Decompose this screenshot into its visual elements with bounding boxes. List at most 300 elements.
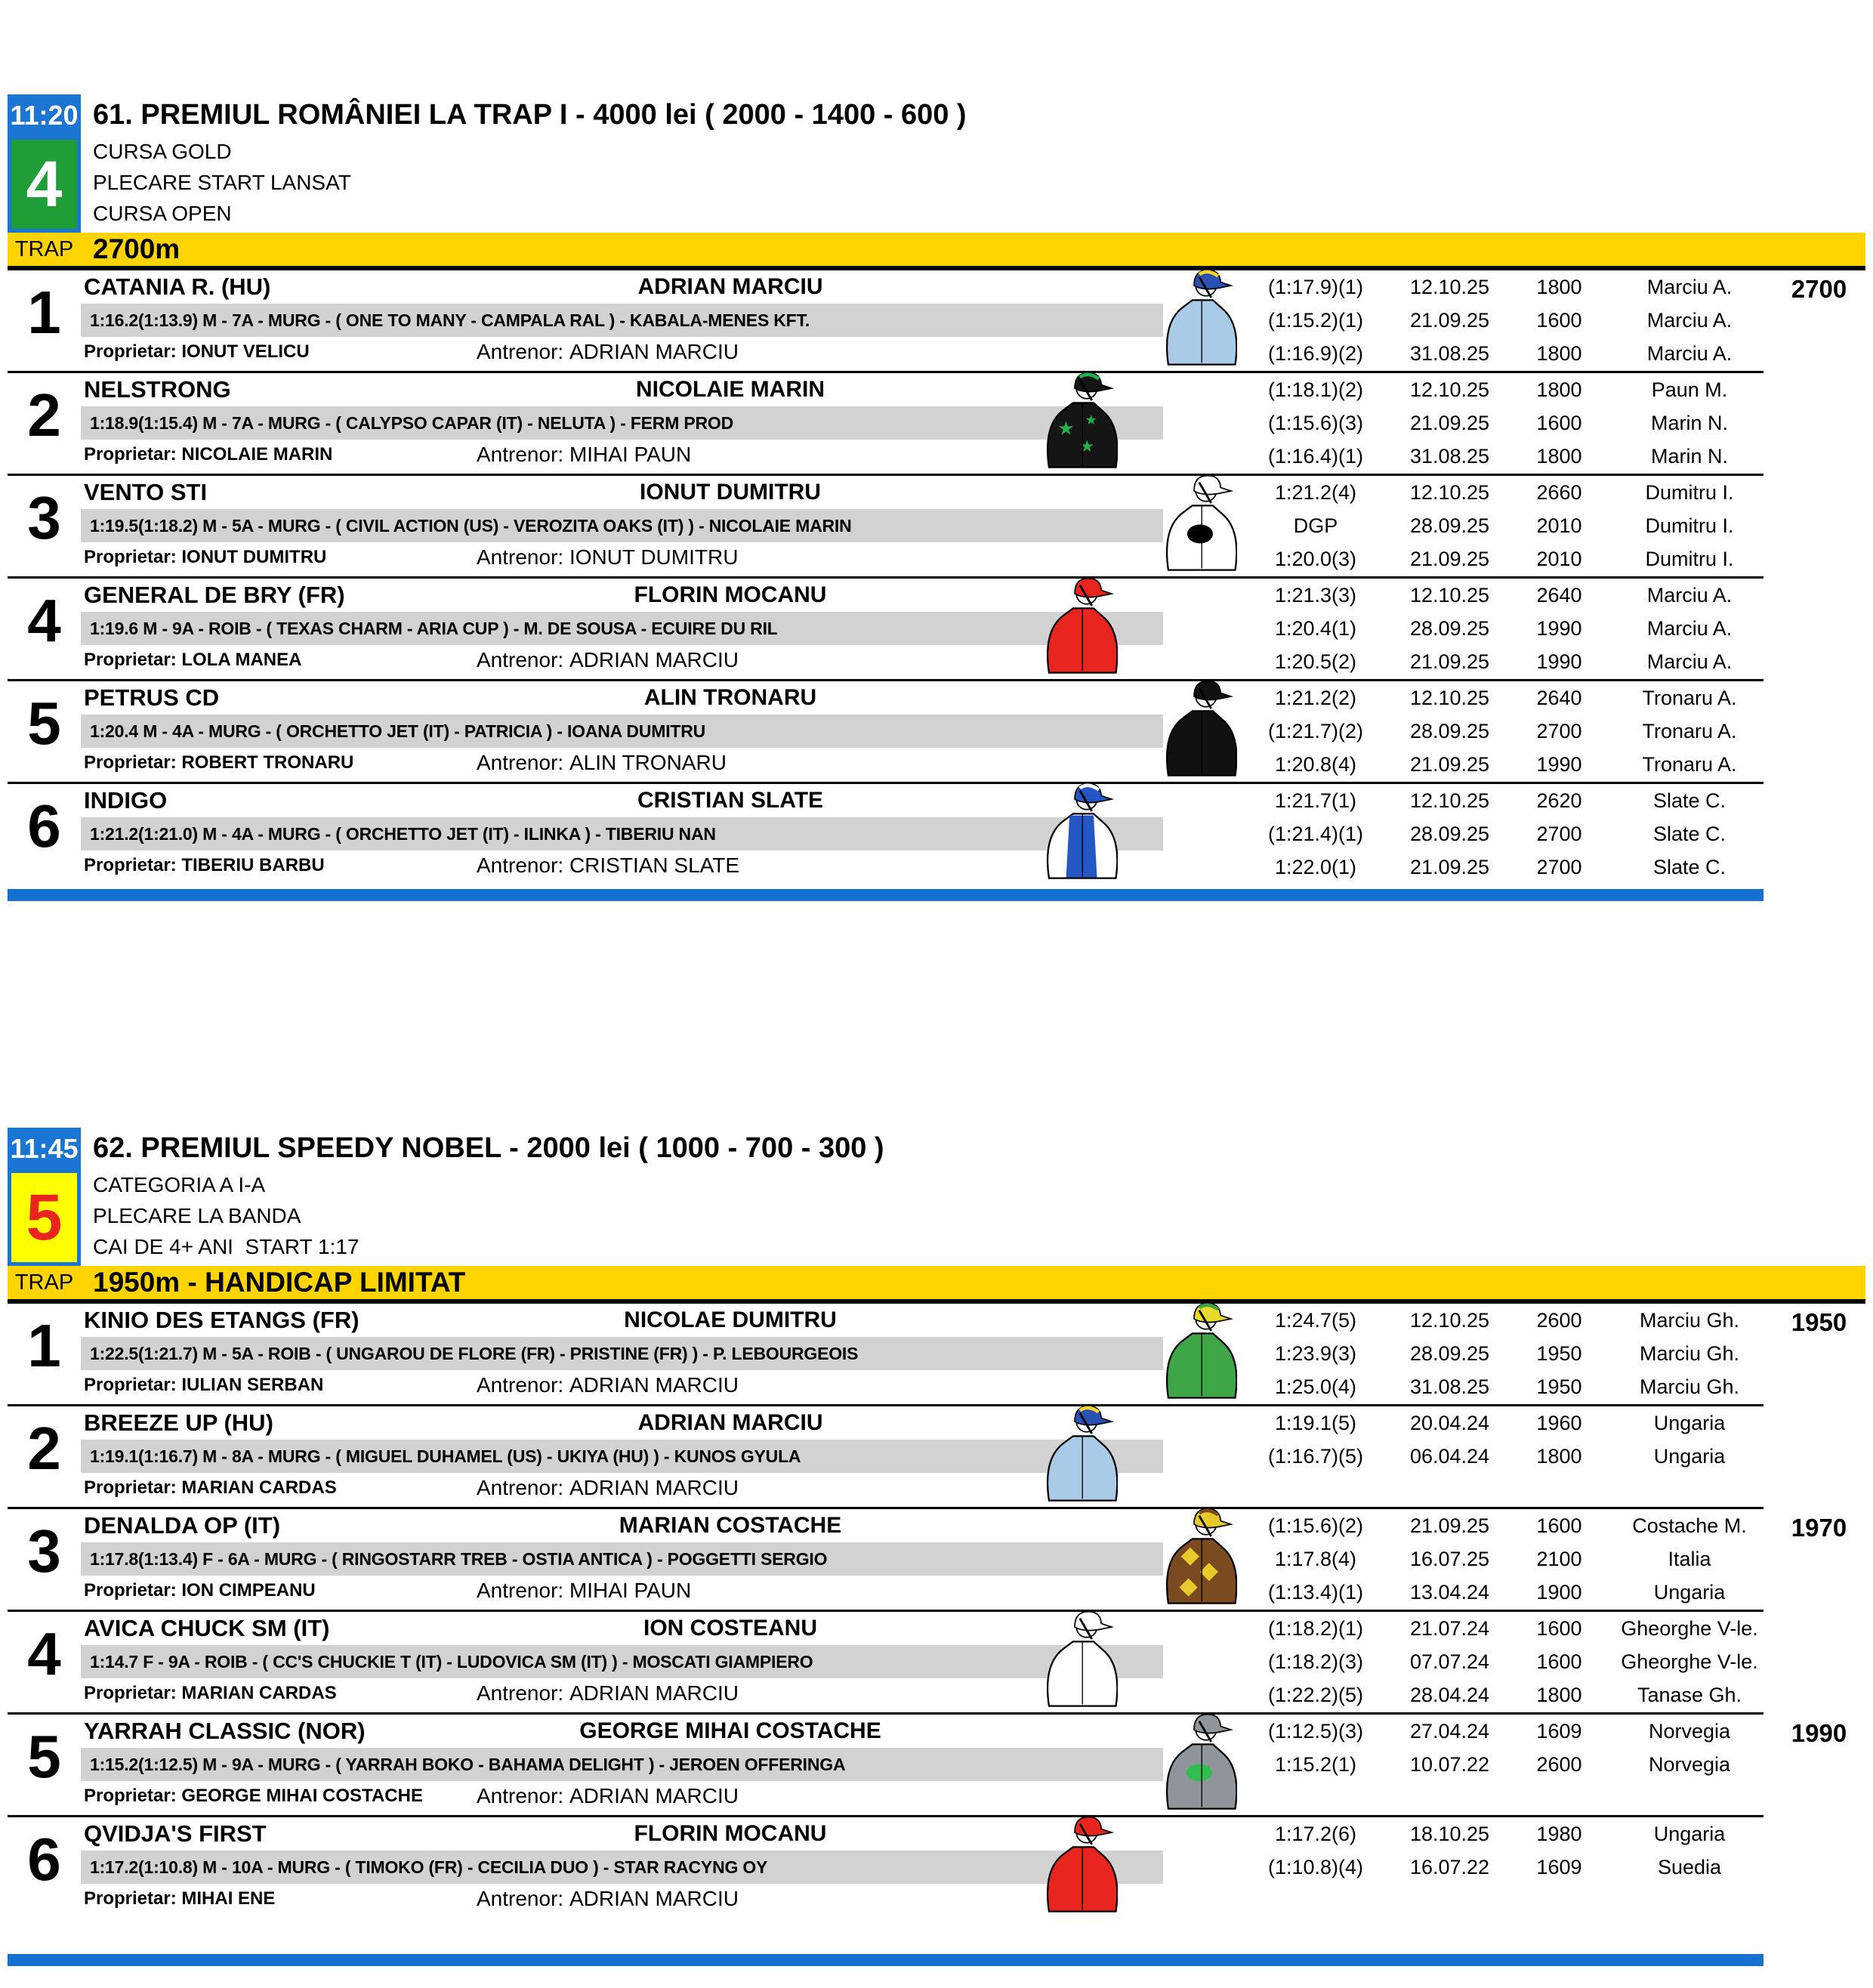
horse-record-pedigree: 1:17.2(1:10.8) M - 10A - MURG - ( TIMOKO (FR) - CECILIA DUO ) - STAR RACYNG OY <box>81 1851 1163 1884</box>
trainer-value: ADRIAN MARCIU <box>569 340 739 363</box>
result-time: 1:21.2(4) <box>1274 480 1357 504</box>
race-badges <box>8 1128 81 1266</box>
trainer-text <box>477 1373 739 1397</box>
race-condition: CURSA GOLD <box>93 139 232 163</box>
trainer-label: Antrenor: <box>477 1373 564 1397</box>
result-date: 21.09.25 <box>1409 1514 1490 1537</box>
horse-record-pedigree: 1:16.2(1:13.9) M - 7A - MURG - ( ONE TO MANY - CAMPALA RAL ) - KABALA-MENES KFT. <box>81 304 1163 337</box>
horse-number: 1 <box>27 1312 61 1379</box>
result-time: (1:15.6)(2) <box>1267 1514 1364 1537</box>
owner-text <box>84 855 325 876</box>
result-line <box>1244 1542 1773 1576</box>
owner-text <box>84 1375 323 1396</box>
race-section-5 <box>8 1128 1865 1966</box>
horse-name-line <box>81 1304 1104 1337</box>
owner-label: Proprietar: <box>84 1580 177 1601</box>
trainer-value: ADRIAN MARCIU <box>569 1373 739 1397</box>
horse-name: VENTO STI <box>84 479 208 505</box>
result-driver: Gheorghe V-le. <box>1621 1616 1758 1640</box>
owner-value: ION CIMPEANU <box>181 1580 316 1601</box>
owner-trainer-line <box>81 748 1104 778</box>
result-distance: 2100 <box>1536 1547 1582 1570</box>
result-distance: 1800 <box>1536 1683 1582 1706</box>
result-line <box>1244 1678 1773 1712</box>
result-line <box>1244 337 1773 370</box>
owner-value: ROBERT TRONARU <box>181 752 354 773</box>
owner-text <box>84 1786 423 1807</box>
horse-name-line <box>81 1406 1104 1440</box>
owner-text <box>84 1580 316 1601</box>
result-time: 1:22.0(1) <box>1274 855 1357 878</box>
result-distance: 1609 <box>1536 1855 1582 1878</box>
driver-name: ADRIAN MARCIU <box>637 1410 823 1435</box>
result-date: 31.08.25 <box>1409 341 1490 365</box>
result-line <box>1244 270 1773 304</box>
owner-label: Proprietar: <box>84 1477 177 1498</box>
driver-name: ADRIAN MARCIU <box>637 274 823 299</box>
trainer-label: Antrenor: <box>477 1579 564 1602</box>
driver-name: ALIN TRONARU <box>643 685 817 710</box>
result-date: 28.04.24 <box>1409 1683 1490 1706</box>
horse-row <box>8 476 1865 576</box>
horse-name: NELSTRONG <box>84 376 231 403</box>
trainer-text <box>477 1476 739 1500</box>
result-line <box>1244 817 1773 850</box>
result-date: 28.09.25 <box>1409 719 1490 742</box>
race-time-badge: 11:20 <box>8 94 81 136</box>
result-time: (1:16.7)(5) <box>1267 1444 1364 1468</box>
result-driver: Norvegia <box>1648 1719 1731 1743</box>
result-driver: Dumitru I. <box>1645 514 1734 537</box>
result-time: (1:10.8)(4) <box>1267 1855 1364 1878</box>
result-date: 12.10.25 <box>1409 686 1490 709</box>
horse-row <box>8 1304 1865 1404</box>
trainer-value: ALIN TRONARU <box>569 751 727 774</box>
result-distance: 2660 <box>1536 480 1582 504</box>
owner-label: Proprietar: <box>84 752 177 773</box>
result-driver: Italia <box>1668 1547 1711 1570</box>
result-distance: 1600 <box>1536 1650 1582 1673</box>
result-date: 21.09.25 <box>1409 650 1490 673</box>
result-distance: 1960 <box>1536 1411 1582 1434</box>
result-time: (1:15.2)(1) <box>1267 308 1364 332</box>
horse-name: GENERAL DE BRY (FR) <box>84 582 345 608</box>
result-time: (1:18.2)(1) <box>1267 1616 1364 1640</box>
trainer-text <box>477 1784 739 1808</box>
driver-name: GEORGE MIHAI COSTACHE <box>579 1718 881 1743</box>
race-badges <box>8 94 81 233</box>
result-date: 21.09.25 <box>1409 855 1490 878</box>
horse-number: 5 <box>27 1723 61 1790</box>
result-line <box>1244 1645 1773 1678</box>
result-date: 12.10.25 <box>1409 275 1490 298</box>
result-time: 1:19.1(5) <box>1274 1411 1357 1434</box>
result-line <box>1244 1612 1773 1645</box>
horse-record-pedigree: 1:19.1(1:16.7) M - 8A - MURG - ( MIGUEL DUHAMEL (US) - UKIYA (HU) ) - KUNOS GYULA <box>81 1440 1163 1473</box>
result-date: 18.10.25 <box>1409 1822 1490 1845</box>
result-driver: Marciu A. <box>1646 583 1733 607</box>
trainer-label: Antrenor: <box>477 1887 564 1910</box>
result-driver: Marciu Gh. <box>1639 1341 1740 1365</box>
result-time: (1:21.7)(2) <box>1267 719 1364 742</box>
horse-record-pedigree: 1:17.8(1:13.4) F - 6A - MURG - ( RINGOSTARR TREB - OSTIA ANTICA ) - POGGETTI SERGIO <box>81 1542 1163 1576</box>
recent-results <box>1244 1304 1773 1404</box>
horse-row <box>8 1715 1865 1815</box>
horse-record-pedigree: 1:19.5(1:18.2) M - 5A - MURG - ( CIVIL ACTION (US) - VEROZITA OAKS (IT) ) - NICOLAIE MARIN <box>81 509 1163 542</box>
owner-text <box>84 1683 337 1704</box>
horse-row <box>8 270 1865 371</box>
result-driver: Gheorghe V-le. <box>1621 1650 1758 1673</box>
result-line <box>1244 1440 1773 1473</box>
result-date: 12.10.25 <box>1409 583 1490 607</box>
result-time: (1:18.1)(2) <box>1267 378 1364 401</box>
trainer-label: Antrenor: <box>477 854 564 877</box>
result-distance: 2620 <box>1536 789 1582 812</box>
horse-main-info <box>81 270 1104 371</box>
result-date: 12.10.25 <box>1409 789 1490 812</box>
result-driver: Ungaria <box>1653 1580 1726 1604</box>
start-distance: 2700 <box>1791 275 1847 303</box>
trainer-label: Antrenor: <box>477 1784 564 1807</box>
jockey-silk-icon <box>1151 465 1237 573</box>
race-section-4 <box>8 94 1865 901</box>
driver-name: IONUT DUMITRU <box>640 480 821 505</box>
horse-main-info <box>81 476 1104 576</box>
horse-name-line <box>81 1715 1104 1748</box>
result-date: 28.09.25 <box>1409 514 1490 537</box>
result-date: 31.08.25 <box>1409 444 1490 468</box>
trainer-text <box>477 854 739 878</box>
horse-name-line <box>81 681 1104 715</box>
race-end-bar <box>8 889 1763 901</box>
result-line <box>1244 748 1773 781</box>
svg-text:★: ★ <box>1079 437 1095 456</box>
result-time: (1:13.4)(1) <box>1267 1580 1364 1604</box>
result-driver: Tanase Gh. <box>1637 1683 1742 1706</box>
recent-results <box>1244 270 1773 371</box>
owner-label: Proprietar: <box>84 1375 177 1395</box>
result-time: 1:21.2(2) <box>1274 686 1357 709</box>
horse-main-info <box>81 1612 1104 1712</box>
horse-name: CATANIA R. (HU) <box>84 273 271 300</box>
race-end-bar <box>8 1954 1763 1966</box>
result-driver: Tronaru A. <box>1642 752 1737 776</box>
trainer-text <box>477 648 739 672</box>
jockey-silk-icon <box>1032 773 1118 881</box>
result-driver: Marciu A. <box>1646 275 1733 298</box>
result-time: 1:23.9(3) <box>1274 1341 1357 1365</box>
result-driver: Marciu A. <box>1646 650 1733 673</box>
result-line <box>1244 579 1773 612</box>
horse-name-line <box>81 373 1104 406</box>
horse-row <box>8 784 1865 884</box>
race-time-badge: 11:45 <box>8 1128 81 1169</box>
race-info <box>93 94 1865 233</box>
owner-label: Proprietar: <box>84 444 177 465</box>
result-distance: 1950 <box>1536 1375 1582 1398</box>
result-line <box>1244 304 1773 337</box>
result-line <box>1244 1406 1773 1440</box>
jockey-silk-icon <box>1151 671 1237 778</box>
horse-number: 6 <box>27 1826 61 1893</box>
result-time: 1:20.5(2) <box>1274 650 1357 673</box>
horse-name: YARRAH CLASSIC (NOR) <box>84 1718 366 1744</box>
recent-results <box>1244 1612 1773 1712</box>
race-title: 61. PREMIUL ROMÂNIEI LA TRAP I - 4000 lei ( 2000 - 1400 - 600 ) <box>93 99 967 131</box>
recent-results <box>1244 681 1773 782</box>
race-condition: PLECARE LA BANDA <box>93 1203 301 1227</box>
result-driver: Suedia <box>1657 1855 1722 1878</box>
result-time: 1:25.0(4) <box>1274 1375 1357 1398</box>
result-distance: 1600 <box>1536 411 1582 434</box>
start-distance: 1990 <box>1791 1719 1847 1747</box>
driver-name: NICOLAIE MARIN <box>636 377 825 402</box>
driver-name: MARIAN COSTACHE <box>619 1513 842 1538</box>
driver-name: ION COSTEANU <box>643 1616 817 1641</box>
trainer-label: Antrenor: <box>477 1476 564 1499</box>
result-driver: Ungaria <box>1653 1444 1726 1468</box>
result-time: 1:17.8(4) <box>1274 1547 1357 1570</box>
result-distance: 1950 <box>1536 1341 1582 1365</box>
result-date: 21.09.25 <box>1409 547 1490 570</box>
result-date: 28.09.25 <box>1409 822 1490 845</box>
jockey-silk-icon <box>1032 1601 1118 1709</box>
result-date: 16.07.25 <box>1409 1547 1490 1570</box>
trainer-text <box>477 1579 691 1603</box>
horse-main-info <box>81 579 1104 679</box>
result-time: 1:20.4(1) <box>1274 616 1357 640</box>
result-driver: Marciu Gh. <box>1639 1375 1740 1398</box>
recent-results <box>1244 784 1773 884</box>
horse-number: 3 <box>27 1517 61 1585</box>
result-time: 1:20.0(3) <box>1274 547 1357 570</box>
result-line <box>1244 1576 1773 1609</box>
horse-name: AVICA CHUCK SM (IT) <box>84 1615 330 1641</box>
result-driver: Costache M. <box>1632 1514 1747 1537</box>
result-driver: Paun M. <box>1651 378 1728 401</box>
trainer-value: ADRIAN MARCIU <box>569 648 739 671</box>
owner-trainer-line <box>81 337 1104 367</box>
trainer-value: IONUT DUMITRU <box>569 545 739 569</box>
result-driver: Tronaru A. <box>1642 719 1737 742</box>
result-time: (1:22.2)(5) <box>1267 1683 1364 1706</box>
trainer-label: Antrenor: <box>477 545 564 569</box>
owner-value: GEORGE MIHAI COSTACHE <box>181 1786 423 1806</box>
owner-trainer-line <box>81 1473 1104 1503</box>
owner-label: Proprietar: <box>84 341 177 362</box>
trainer-value: ADRIAN MARCIU <box>569 1784 739 1807</box>
result-line <box>1244 1337 1773 1370</box>
result-distance: 1600 <box>1536 1616 1582 1640</box>
recent-results <box>1244 373 1773 474</box>
horse-record-pedigree: 1:21.2(1:21.0) M - 4A - MURG - ( ORCHETTO JET (IT) - ILINKA ) - TIBERIU NAN <box>81 817 1163 850</box>
result-distance: 2640 <box>1536 686 1582 709</box>
horse-name-line <box>81 1509 1104 1542</box>
owner-label: Proprietar: <box>84 547 177 567</box>
result-line <box>1244 1304 1773 1337</box>
result-distance: 2700 <box>1536 719 1582 742</box>
trainer-value: ADRIAN MARCIU <box>569 1476 739 1499</box>
owner-value: MARIAN CARDAS <box>181 1683 337 1703</box>
owner-text <box>84 341 310 363</box>
trainer-label: Antrenor: <box>477 751 564 774</box>
result-distance: 1800 <box>1536 341 1582 365</box>
result-line <box>1244 784 1773 817</box>
owner-value: MARIAN CARDAS <box>181 1477 337 1498</box>
owner-text <box>84 650 301 671</box>
owner-value: TIBERIU BARBU <box>181 855 325 875</box>
result-driver: Slate C. <box>1652 855 1726 878</box>
result-distance: 1800 <box>1536 275 1582 298</box>
result-distance: 1990 <box>1536 616 1582 640</box>
owner-trainer-line <box>81 645 1104 675</box>
trainer-value: MIHAI PAUN <box>569 1579 692 1602</box>
result-time: (1:21.4)(1) <box>1267 822 1364 845</box>
driver-name: FLORIN MOCANU <box>634 1821 827 1846</box>
horse-name-line <box>81 579 1104 612</box>
horse-name: DENALDA OP (IT) <box>84 1512 281 1539</box>
driver-name: CRISTIAN SLATE <box>637 788 824 813</box>
result-time: (1:17.9)(1) <box>1267 275 1364 298</box>
race-header <box>8 1128 1865 1266</box>
result-driver: Marciu Gh. <box>1639 1308 1740 1332</box>
race-condition: CAI DE 4+ ANI START 1:17 <box>93 1234 359 1258</box>
horse-record-pedigree: 1:14.7 F - 9A - ROIB - ( CC'S CHUCKIE T (IT) - LUDOVICA SM (IT) ) - MOSCATI GIAMPIERO <box>81 1645 1163 1678</box>
owner-text <box>84 752 353 773</box>
owner-text <box>84 1888 275 1909</box>
jockey-silk-icon <box>1032 1807 1118 1914</box>
result-time: (1:15.6)(3) <box>1267 411 1364 434</box>
horse-name: INDIGO <box>84 787 168 813</box>
trainer-value: MIHAI PAUN <box>569 443 692 466</box>
result-time: 1:21.7(1) <box>1274 789 1357 812</box>
result-time: 1:21.3(3) <box>1274 583 1357 607</box>
start-distance <box>1773 1612 1865 1712</box>
owner-text <box>84 1477 337 1499</box>
race-condition: CURSA OPEN <box>93 201 232 225</box>
horse-row <box>8 1509 1865 1610</box>
result-date: 12.10.25 <box>1409 1308 1490 1332</box>
horse-main-info <box>81 1817 1104 1918</box>
result-distance: 1609 <box>1536 1719 1582 1743</box>
owner-label: Proprietar: <box>84 1683 177 1703</box>
horse-main-info <box>81 784 1104 884</box>
result-date: 12.10.25 <box>1409 480 1490 504</box>
result-distance: 1980 <box>1536 1822 1582 1845</box>
result-driver: Norvegia <box>1648 1752 1731 1776</box>
result-driver: Marciu A. <box>1646 341 1733 365</box>
jockey-silk-icon <box>1151 1704 1237 1811</box>
result-driver: Ungaria <box>1653 1411 1726 1434</box>
jockey-silk-icon <box>1032 568 1118 675</box>
horse-row <box>8 579 1865 679</box>
race-header <box>8 94 1865 233</box>
result-line <box>1244 1817 1773 1851</box>
result-distance: 2700 <box>1536 822 1582 845</box>
trainer-text <box>477 340 739 364</box>
result-driver: Ungaria <box>1653 1822 1726 1845</box>
horse-name-line <box>81 1817 1104 1851</box>
jockey-silk-icon <box>1032 363 1118 470</box>
svg-text:★: ★ <box>1085 412 1097 428</box>
result-driver: Tronaru A. <box>1642 686 1737 709</box>
result-time: (1:16.4)(1) <box>1267 444 1364 468</box>
result-line <box>1244 1748 1773 1781</box>
horse-name-line <box>81 784 1104 817</box>
result-time: (1:16.9)(2) <box>1267 341 1364 365</box>
owner-trainer-line <box>81 1884 1104 1914</box>
result-distance: 1900 <box>1536 1580 1582 1604</box>
result-date: 28.09.25 <box>1409 1341 1490 1365</box>
horse-name-line <box>81 476 1104 509</box>
horse-row <box>8 1406 1865 1507</box>
owner-trainer-line <box>81 1370 1104 1400</box>
owner-label: Proprietar: <box>84 650 177 670</box>
result-driver: Marin N. <box>1650 444 1728 468</box>
gait-label: TRAP <box>14 236 74 261</box>
horse-record-pedigree: 1:18.9(1:15.4) M - 7A - MURG - ( CALYPSO CAPAR (IT) - NELUTA ) - FERM PROD <box>81 406 1163 440</box>
result-time: 1:24.7(5) <box>1274 1308 1357 1332</box>
horse-name: KINIO DES ETANGS (FR) <box>84 1307 359 1333</box>
driver-name: FLORIN MOCANU <box>634 582 827 607</box>
result-distance: 2700 <box>1536 855 1582 878</box>
start-distance <box>1773 1406 1865 1507</box>
trainer-value: ADRIAN MARCIU <box>569 1887 739 1910</box>
result-date: 21.09.25 <box>1409 752 1490 776</box>
result-driver: Dumitru I. <box>1645 480 1734 504</box>
horse-record-pedigree: 1:15.2(1:12.5) M - 9A - MURG - ( YARRAH BOKO - BAHAMA DELIGHT ) - JEROEN OFFERINGA <box>81 1748 1163 1781</box>
result-distance: 2010 <box>1536 514 1582 537</box>
horse-number: 6 <box>27 792 61 860</box>
recent-results <box>1244 1715 1773 1815</box>
owner-label: Proprietar: <box>84 1888 177 1909</box>
result-time: DGP <box>1293 514 1338 537</box>
result-distance: 1600 <box>1536 1514 1582 1537</box>
result-time: 1:20.8(4) <box>1274 752 1357 776</box>
result-time: 1:15.2(1) <box>1274 1752 1357 1776</box>
horse-record-pedigree: 1:22.5(1:21.7) M - 5A - ROIB - ( UNGAROU DE FLORE (FR) - PRISTINE (FR) ) - P. LEBOURGEOIS <box>81 1337 1163 1370</box>
result-driver: Slate C. <box>1652 822 1726 845</box>
result-line <box>1244 1851 1773 1884</box>
horse-name: BREEZE UP (HU) <box>84 1409 273 1436</box>
recent-results <box>1244 1406 1773 1507</box>
result-date: 13.04.24 <box>1409 1580 1490 1604</box>
race-number-badge: 5 <box>8 1169 81 1266</box>
horse-main-info <box>81 681 1104 782</box>
race-condition: PLECARE START LANSAT <box>93 170 351 194</box>
trainer-label: Antrenor: <box>477 648 564 671</box>
start-distance <box>1773 373 1865 474</box>
horse-number: 5 <box>27 690 61 757</box>
result-distance: 2600 <box>1536 1752 1582 1776</box>
start-distance <box>1773 681 1865 782</box>
trap-distance-bar <box>8 1266 1865 1299</box>
trainer-value: ADRIAN MARCIU <box>569 1681 739 1705</box>
horse-row <box>8 1817 1865 1918</box>
horse-number: 3 <box>27 484 61 551</box>
jockey-silk-icon <box>1151 260 1237 367</box>
result-distance: 1990 <box>1536 752 1582 776</box>
result-distance: 2010 <box>1536 547 1582 570</box>
result-distance: 1990 <box>1536 650 1582 673</box>
horse-record-pedigree: 1:19.6 M - 9A - ROIB - ( TEXAS CHARM - ARIA CUP ) - M. DE SOUSA - ECUIRE DU RIL <box>81 612 1163 645</box>
horse-main-info <box>81 1304 1104 1404</box>
start-distance: 1950 <box>1791 1308 1847 1336</box>
horse-row <box>8 1612 1865 1712</box>
trap-distance-bar <box>8 233 1865 266</box>
owner-trainer-line <box>81 850 1104 881</box>
start-distance <box>1773 1817 1865 1918</box>
